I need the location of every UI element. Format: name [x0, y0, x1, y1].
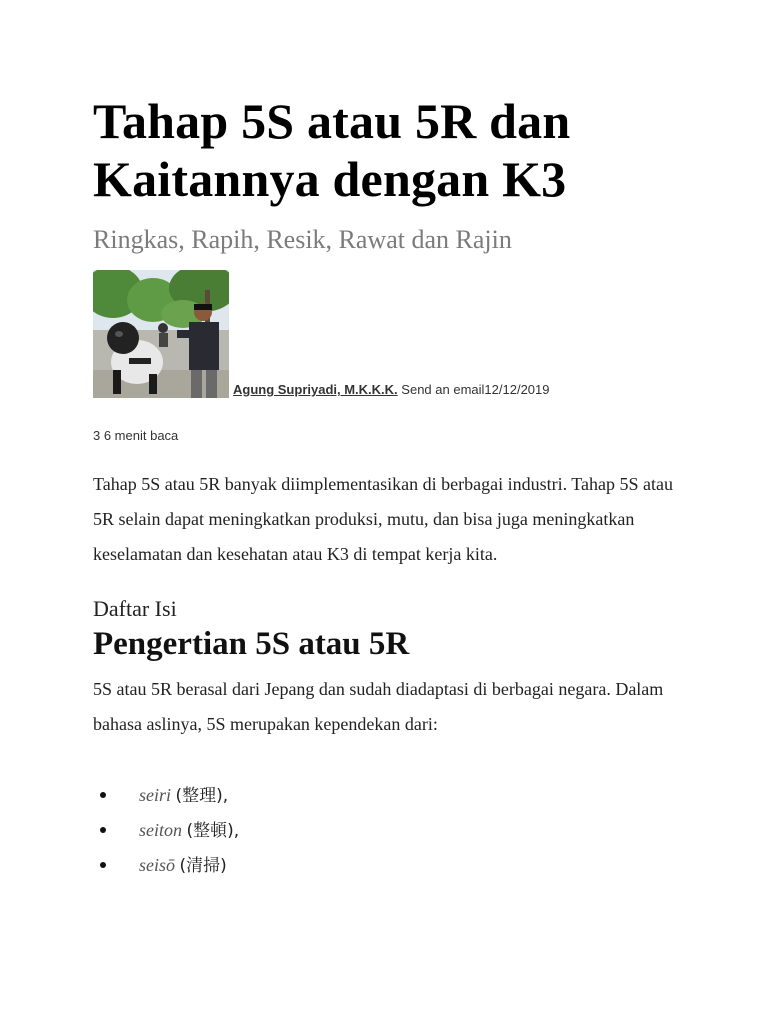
- section-heading: Pengertian 5S atau 5R: [93, 626, 410, 662]
- table-of-contents-toggle[interactable]: Daftar Isi: [93, 596, 177, 621]
- list-item: [93, 778, 693, 813]
- list-item: [93, 848, 693, 883]
- author-photo: [93, 270, 229, 398]
- terms-list: [93, 778, 693, 883]
- term-romaji: seiri: [139, 785, 172, 805]
- author-row: [93, 270, 693, 398]
- term-kanji: (清掃): [179, 856, 227, 876]
- term-romaji: seiton: [139, 820, 182, 840]
- bullet-icon: [100, 792, 106, 798]
- send-email-link[interactable]: Send an email: [401, 382, 485, 397]
- list-item: [93, 813, 693, 848]
- bullet-icon: [100, 862, 106, 868]
- intro-paragraph: Tahap 5S atau 5R banyak diimplementasikan di berbagai industri. Tahap 5S atau 5R selain dapat meningkatkan produksi, mutu, dan bisa juga meningkatkan keselamatan dan kesehatan atau K3 di tempat kerja kita.: [93, 474, 674, 564]
- read-time: 3 6 menit baca: [93, 428, 179, 443]
- term-romaji: seisō: [139, 855, 175, 875]
- section-paragraph: 5S atau 5R berasal dari Jepang dan sudah diadaptasi di berbagai negara. Dalam bahasa aslinya, 5S merupakan kependekan dari:: [93, 679, 664, 734]
- bullet-icon: [100, 827, 106, 833]
- publish-date: 12/12/2019: [484, 382, 550, 397]
- term-kanji: (整頓),: [186, 821, 240, 841]
- author-name-link[interactable]: Agung Supriyadi, M.K.K.K.: [233, 382, 398, 397]
- article-title: Tahap 5S atau 5R dan Kaitannya dengan K3: [93, 93, 571, 207]
- author-meta: [233, 382, 550, 398]
- article: [93, 92, 693, 883]
- article-subtitle: Ringkas, Rapih, Resik, Rawat dan Rajin: [93, 225, 512, 254]
- term-kanji: (整理),: [175, 786, 229, 806]
